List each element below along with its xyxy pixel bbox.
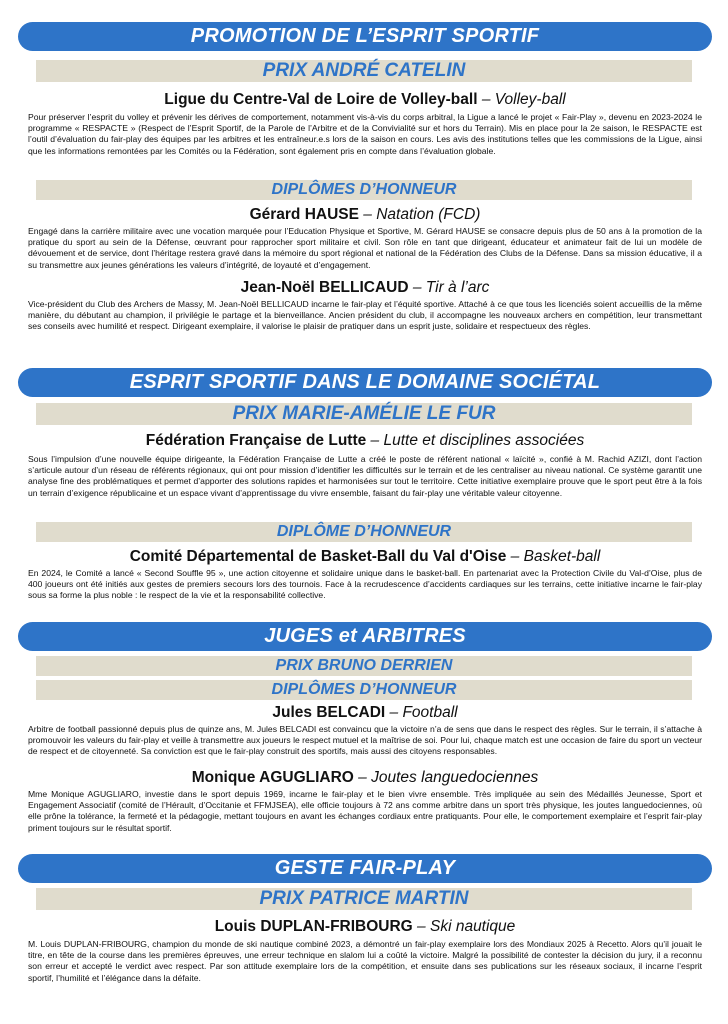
diploma-heading: Jules BELCADI – Football: [272, 704, 458, 721]
winner-description: M. Louis DUPLAN-FRIBOURG, champion du monde de ski nautique combiné 2023, a démontré un fair-play exemplaire lors des Mondiaux 2025 à Recetto. Alors qu’il jouait le titre, en tête de la course dans les premières épreuves, une erreur technique en slalom lui a coûté la victoire. Malgré la possibilité de contester la décision du jury, il a reconnu son erreur et accepté le verdict avec respect. Par son attitude exemplaire lors de la compétition, et ensuite dans ses publications sur les réseaux sociaux, il incarne l’esprit sportif, l’humilité et l’élégance dans la défaite.: [28, 939, 702, 983]
diploma-discipline: Football: [402, 704, 458, 721]
winner-discipline: Volley-ball: [494, 91, 566, 108]
section-banner-geste-fair-play: GESTE FAIR-PLAY: [18, 854, 712, 883]
winner-heading: Ligue du Centre-Val de Loire de Volley-ball – Volley-ball: [164, 91, 566, 108]
diploma-description: Vice-président du Club des Archers de Massy, M. Jean-Noël BELLICAUD incarne le fair-play et l’équité sportive. Attaché à ce que tous les licenciés soient accueillis de la même manière, du débutant au champion, il privilégie le partage et la bienveillance. Ancien président du club, il accompagne les nouveaux archers en compétition, leur transmettant ses conseils avec humilité et respect. Dirigeant exemplaire, il valorise le plaisir de pratiquer dans un esprit juste, solidaire et respectueux des règles.: [28, 299, 702, 332]
winner-name: Fédération Française de Lutte: [145, 432, 367, 449]
diploma-description: En 2024, le Comité a lancé « Second Souffle 95 », une action citoyenne et solidaire unique dans le basket-ball. En partenariat avec la Protection Civile du Val-d’Oise, plus de 400 joueurs ont été initiés aux gestes de premiers secours lors des tournois. Face à la recrudescence d’accidents cardiaques sur les terrains, cette initiative incarne le fair-play sous sa forme la plus noble : le respect de la vie et la responsabilité collective.: [28, 568, 702, 601]
section-banner-promotion: PROMOTION DE L’ESPRIT SPORTIF: [18, 22, 712, 51]
diplomas-label: DIPLÔMES D’HONNEUR: [36, 680, 692, 700]
diploma-heading: Monique AGUGLIARO – Joutes languedociennes: [191, 769, 539, 786]
winner-name: Louis DUPLAN-FRIBOURG: [214, 918, 413, 935]
diploma-label: DIPLÔME D’HONNEUR: [36, 522, 692, 542]
section-banner-societal: ESPRIT SPORTIF DANS LE DOMAINE SOCIÉTAL: [18, 368, 712, 397]
prize-bruno-derrien: PRIX BRUNO DERRIEN: [36, 656, 692, 676]
winner-heading: Louis DUPLAN-FRIBOURG – Ski nautique: [214, 918, 516, 935]
diploma-discipline: Joutes languedociennes: [371, 769, 539, 786]
diplomas-label: DIPLÔMES D’HONNEUR: [36, 180, 692, 200]
diploma-description: Arbitre de football passionné depuis plus de quinze ans, M. Jules BELCADI est convaincu que la victoire n’a de sens que dans le respect des règles. Sur le terrain, il s’attache à promouvoir les valeurs du fair-play et veille à transmettre aux joueurs le respect mutuel et la maîtrise de soi. Pour lui, chaque match est une occasion de faire du sport un vecteur de respect et de citoyenneté. Sa conviction est que le fair-play construit des sportifs, mais aussi des citoyens responsables.: [28, 724, 702, 757]
winner-discipline: Ski nautique: [429, 918, 516, 935]
diploma-name: Jean-Noël BELLICAUD: [240, 279, 409, 296]
diploma-description: Mme Monique AGUGLIARO, investie dans le sport depuis 1969, incarne le fair-play et le bien vivre ensemble. Très impliquée au sein des Médaillés Jeunesse, Sport et Engagement Associatif (comité de l’Hérault, d’Occitanie et FFMJSEA), elle officie toujours à 72 ans comme arbitre dans un sport très physique, les joutes languedociennes, où elle prône la tolérance, la fermeté et la pédagogie, mettant toujours en avant les échanges cordiaux entre pratiquants. Pour elle, le comportement exemplaire et l’esprit fair-play priment toujours sur le résultat sportif.: [28, 789, 702, 833]
winner-discipline: Lutte et disciplines associées: [383, 432, 585, 449]
diploma-description: Engagé dans la carrière militaire avec une vocation marquée pour l’Education Physique et Sportive, M. Gérard HAUSE se consacre depuis plus de 50 ans à la promotion de la pratique du sport au sein de la Défense, œuvrant pour rapprocher sport militaire et civil. Son rôle en tant que dirigeant, éducateur et animateur fait de lui un modèle de dévouement et de service, dont l’héritage restera gravé dans la mémoire du sport régional et national de la Fédération des Clubs de la Défense. Dans sa mission éducative, il a su transmettre aux jeunes générations les valeurs d’intégrité, de loyauté et d’engagement.: [28, 226, 702, 270]
diploma-name: Monique AGUGLIARO: [191, 769, 354, 786]
winner-heading: Fédération Française de Lutte – Lutte et disciplines associées: [145, 432, 585, 449]
prize-andre-catelin: PRIX ANDRÉ CATELIN: [36, 60, 692, 82]
winner-description: Sous l’impulsion d’une nouvelle équipe dirigeante, la Fédération Française de Lutte a créé le poste de référent national « laïcité », confié à M. Rachid AZIZI, dont l’action s’articule autour d’un réseau de référents régionaux, qui ont pour mission d’identifier les difficultés sur le terrain et de les centraliser au niveau national. Ce système garantit une analyse fine des problématiques et permet d’apporter des solutions rapides et harmonisées sur tout le territoire. Cette initiative exemplaire prouve que le sport peut être à la fois un terrain d’exigence républicaine et un espace vivant d’apprentissage du vivre ensemble, faisant du fair-play une véritable valeur citoyenne.: [28, 454, 702, 498]
diploma-discipline: Basket-ball: [523, 548, 601, 565]
prize-marie-amelie-le-fur: PRIX MARIE-AMÉLIE LE FUR: [36, 403, 692, 425]
winner-description: Pour préserver l’esprit du volley et prévenir les dérives de comportement, notamment vis-à-vis du corps arbitral, la Ligue a lancé le projet « Fair-Play », devenu en 2023-2024 le programme « RESPACTE » (Respect de l’Esprit Sportif, de la Parole de l’Arbitre et de la Convivialité sur et hors du Terrain). Mis en place pour la 2e saison, le RESPACTE est l’outil d’évaluation du fair-play des équipes par les arbitres et les entraîneur.e.s lors de la saison en cours. Les avis des institutions telles que les commissions de la Ligue, ainsi que les informations remontées par les Comités ou la Fédération, sont également pris en compte dans l’évaluation globale.: [28, 112, 702, 156]
diploma-discipline: Natation (FCD): [376, 206, 481, 223]
diploma-name: Jules BELCADI: [272, 704, 386, 721]
diploma-heading: Gérard HAUSE – Natation (FCD): [249, 206, 481, 223]
winner-name: Ligue du Centre-Val de Loire de Volley-ball: [164, 91, 478, 108]
diploma-discipline: Tir à l’arc: [425, 279, 490, 296]
prize-patrice-martin: PRIX PATRICE MARTIN: [36, 888, 692, 910]
diploma-name: Gérard HAUSE: [249, 206, 359, 223]
diploma-name: Comité Départemental de Basket-Ball du Val d'Oise: [129, 548, 507, 565]
diploma-heading: Jean-Noël BELLICAUD – Tir à l’arc: [240, 279, 490, 296]
section-banner-juges-arbitres: JUGES et ARBITRES: [18, 622, 712, 651]
diploma-heading: Comité Départemental de Basket-Ball du Val d'Oise – Basket-ball: [129, 548, 601, 565]
